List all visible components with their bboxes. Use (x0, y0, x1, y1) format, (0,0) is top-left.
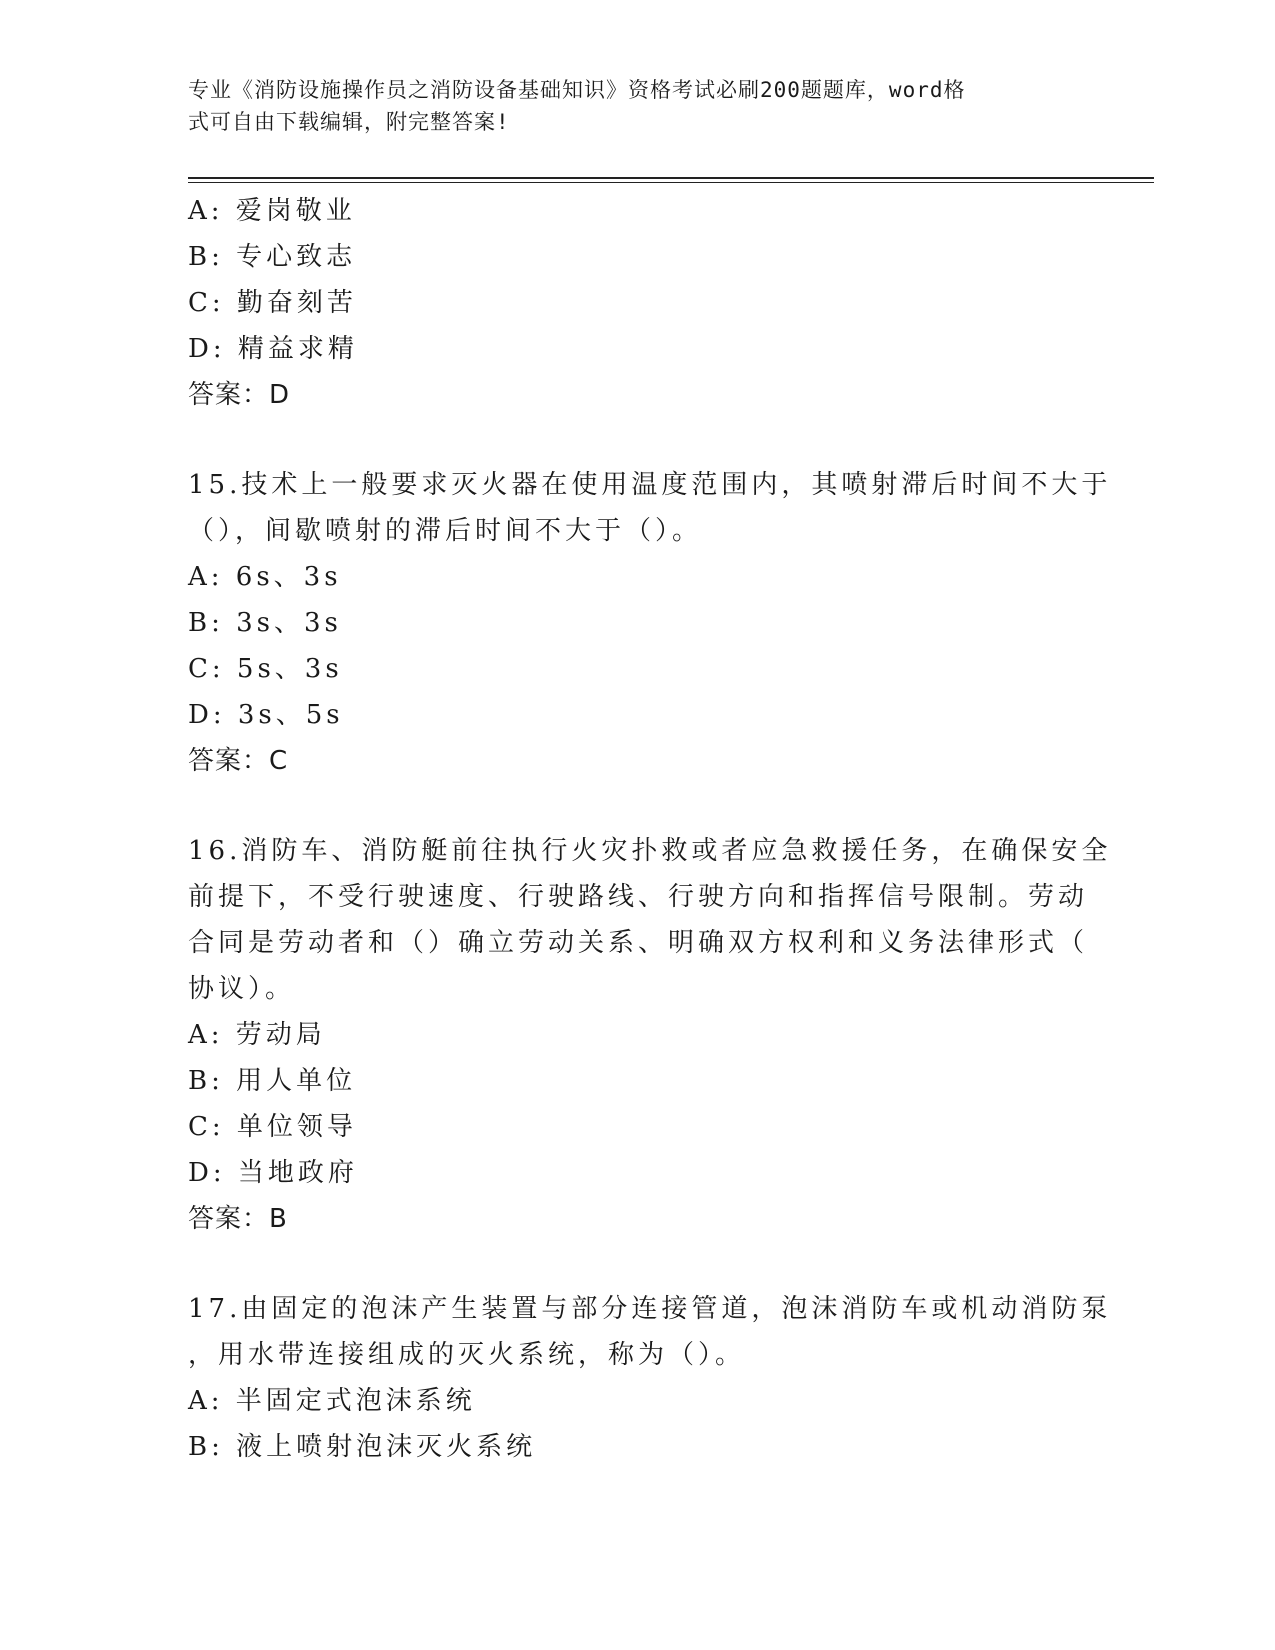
option-c: C: 5s、3s (188, 654, 343, 684)
option-b: B: 液上喷射泡沫灭火系统 (188, 1432, 537, 1462)
spacer (188, 1242, 1088, 1286)
question-stem: （），间歇喷射的滞后时间不大于（）。 (188, 516, 703, 546)
answer-label: 答案：B (188, 1204, 288, 1234)
question-stem: 协议）。 (188, 974, 296, 1004)
answer-label: 答案：D (188, 380, 291, 410)
header-line: 专业《消防设施操作员之消防设备基础知识》资格考试必刷200题题库，word格 (188, 78, 966, 102)
option-d: D: 当地政府 (188, 1158, 358, 1188)
answer-label: 答案：C (188, 746, 289, 776)
option-d: D: 精益求精 (188, 334, 358, 364)
option-c: C: 勤奋刻苦 (188, 288, 357, 318)
document-header (188, 74, 1088, 138)
header-line: 式可自由下载编辑，附完整答案! (188, 110, 510, 134)
question-14 (188, 188, 1088, 418)
option-a: A: 劳动局 (188, 1020, 326, 1050)
option-a: A: 爱岗敬业 (188, 196, 356, 226)
question-stem: 合同是劳动者和（）确立劳动关系、明确双方权利和义务法律形式（ (188, 928, 1089, 958)
option-a: A: 6s、3s (188, 562, 342, 592)
question-stem: 16.消防车、消防艇前往执行火灾扑救或者应急救援任务，在确保安全 (188, 836, 1112, 866)
question-stem: ，用水带连接组成的灭火系统，称为（）。 (188, 1340, 746, 1370)
spacer (188, 418, 1088, 462)
question-stem: 前提下，不受行驶速度、行驶路线、行驶方向和指挥信号限制。劳动 (188, 882, 1089, 912)
option-c: C: 单位领导 (188, 1112, 357, 1142)
spacer (188, 784, 1088, 828)
option-d: D: 3s、5s (188, 700, 344, 730)
option-b: B: 3s、3s (188, 608, 342, 638)
option-b: B: 用人单位 (188, 1066, 357, 1096)
header-divider (188, 177, 1154, 183)
question-16 (188, 828, 1112, 1242)
question-15 (188, 462, 1112, 784)
question-stem: 17.由固定的泡沫产生装置与部分连接管道，泡沫消防车或机动消防泵 (188, 1294, 1112, 1324)
question-stem: 15.技术上一般要求灭火器在使用温度范围内，其喷射滞后时间不大于 (188, 470, 1112, 500)
option-a: A: 半固定式泡沫系统 (188, 1386, 476, 1416)
question-17 (188, 1286, 1112, 1470)
option-b: B: 专心致志 (188, 242, 357, 272)
question-list (188, 188, 1112, 1470)
